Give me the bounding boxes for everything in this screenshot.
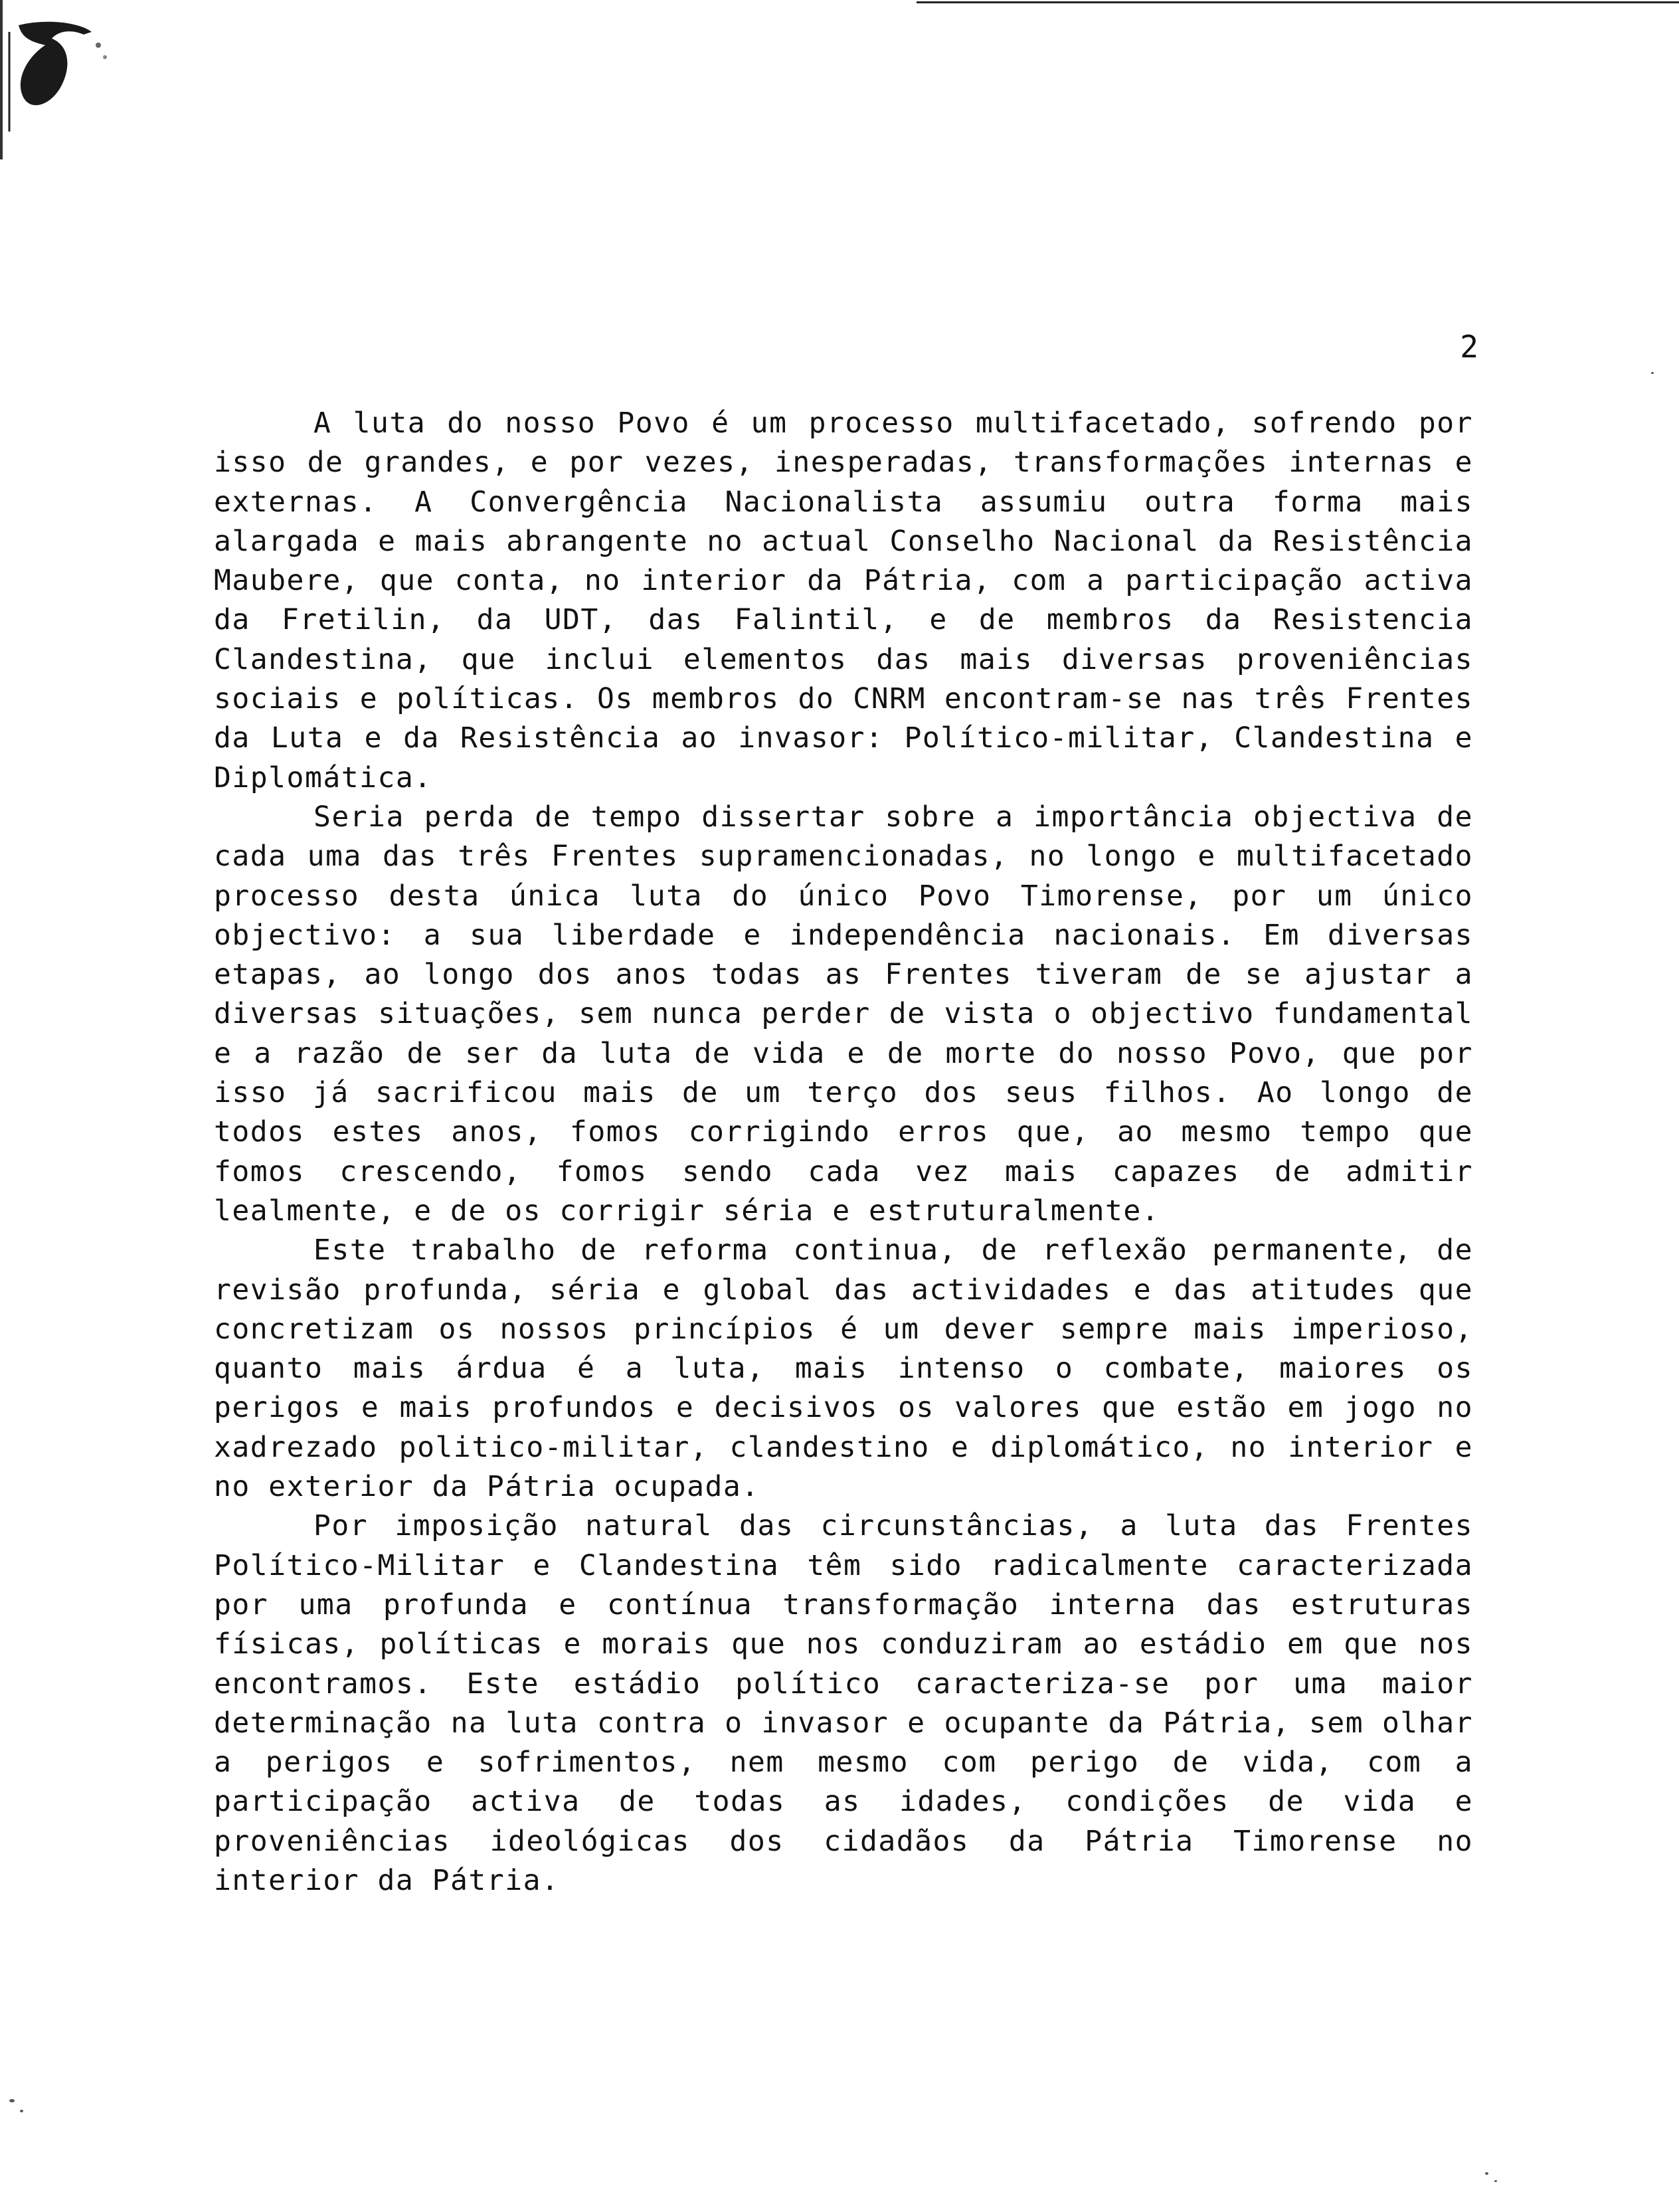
body-text: [214, 404, 1473, 1900]
scan-speck: [1494, 2180, 1497, 2182]
scan-speck: [1651, 372, 1654, 374]
scan-edge-line: [0, 0, 3, 159]
page-number: 2: [1460, 329, 1478, 365]
paragraph-2: Seria perda de tempo dissertar sobre a importância objectiva de cada uma das três Frentes supramencionadas, no longo e multifacetado processo desta única luta do único Povo Timorense, por um único objectivo: a sua liberdade e independência nacionais. Em diversas etapas, ao longo dos anos todas as Frentes tiveram de se ajustar a diversas situações, sem nunca perder de vista o objectivo fundamental e a razão de ser da luta de vida e de morte do nosso Povo, que por isso já sacrificou mais de um terço dos seus filhos. Ao longo de todos estes anos, fomos corrigindo erros que, ao mesmo tempo que fomos crescendo, fomos sendo cada vez mais capazes de admitir lealmente, e de os corrigir séria e estruturalmente.: [214, 800, 1473, 1228]
scan-speck: [20, 2110, 23, 2112]
paragraph-4: Por imposição natural das circunstâncias, a luta das Frentes Político-Militar e Clandestina têm sido radicalmente caracterizada por uma profunda e contínua transformação interna das estruturas físicas, políticas e morais que nos conduziram ao estádio em que nos encontramos. Este estádio político caracteriza-se por uma maior determinação na luta contra o invasor e ocupante da Pátria, sem olhar a perigos e sofrimentos, nem mesmo com perigo de vida, com a participação activa de todas as idades, condições de vida e proveniências ideológicas dos cidadãos da Pátria Timorense no interior da Pátria.: [214, 1509, 1473, 1897]
paragraph-1: A luta do nosso Povo é um processo multifacetado, sofrendo por isso de grandes, e por vezes, inesperadas, transformações internas e externas. A Convergência Nacionalista assumiu outra forma mais alargada e mais abrangente no actual Conselho Nacional da Resistência Maubere, que conta, no interior da Pátria, com a participação activa da Fretilin, da UDT, das Falintil, e de membros da Resistencia Clandestina, que inclui elementos das mais diversas proveniências sociais e políticas. Os membros do CNRM encontram-se nas três Frentes da Luta e da Resistência ao invasor: Político-militar, Clandestina e Diplomática.: [214, 407, 1473, 794]
scan-speck: [1485, 2172, 1488, 2175]
scan-speck: [9, 2099, 15, 2102]
paragraph-3: Este trabalho de reforma continua, de reflexão permanente, de revisão profunda, séria e global das actividades e das atitudes que concretizam os nossos princípios é um dever sempre mais imperioso, quanto mais árdua é a luta, mais intenso o combate, maiores os perigos e mais profundos e decisivos os valores que estão em jogo no xadrezado politico-militar, clandestino e diplomático, no interior e no exterior da Pátria ocupada.: [214, 1234, 1473, 1504]
ink-blot-mark: [5, 19, 112, 138]
scan-top-rule: [917, 1, 1679, 3]
